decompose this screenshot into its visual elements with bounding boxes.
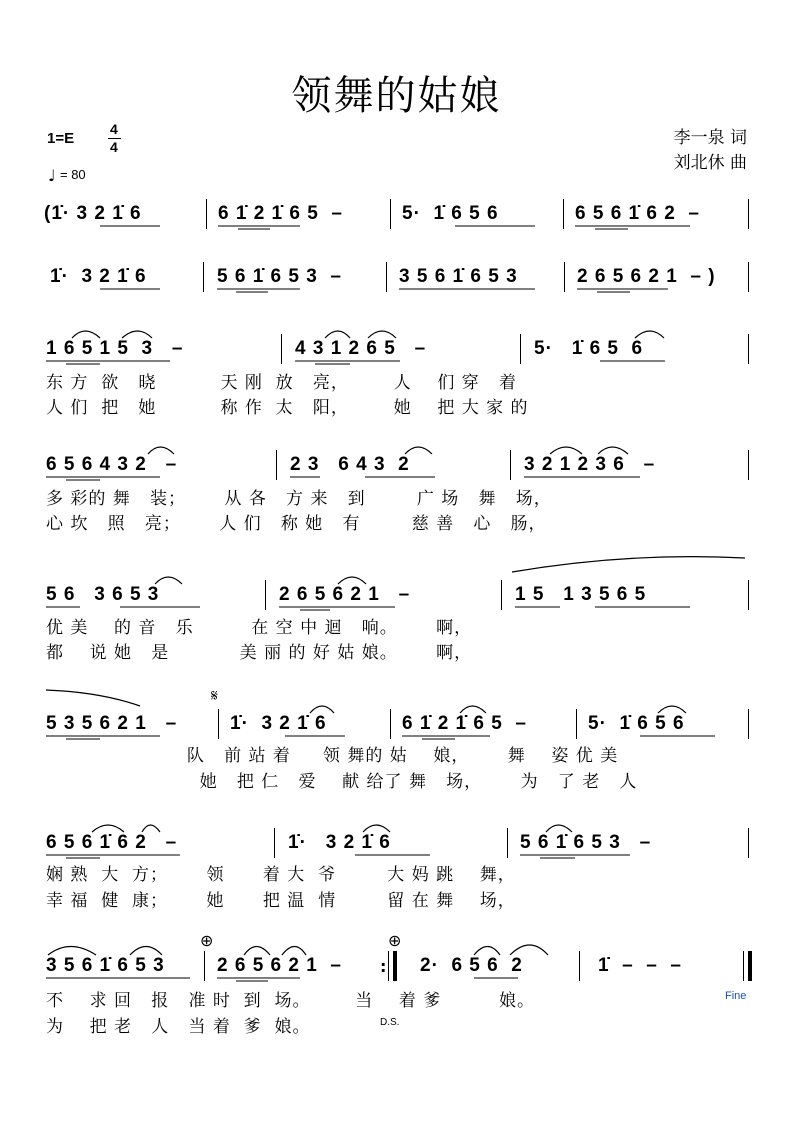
fine-mark: Fine — [725, 990, 747, 1002]
segno-icon: 𝄋 — [211, 686, 218, 705]
lyric-verse-1: 东 方 欲 晓 天 刚 放 亮， 人 们 穿 着 — [46, 373, 517, 393]
bar-6-2: 1̇· 3 2 1̇ 6 — [230, 713, 327, 734]
bar-8-3: 2· 6 5 6 2 — [420, 955, 523, 976]
bar-6-4: 5· 1̇ 6 5 6 — [588, 713, 685, 734]
song-title: 领舞的姑娘 — [291, 73, 502, 119]
lyricist-credit: 李一泉 词 — [673, 128, 747, 148]
coda-icon: ⊕ — [388, 931, 402, 950]
bar-3-3: 5· 1̇ 6 5 6 — [534, 338, 644, 359]
coda-icon: ⊕ — [200, 931, 214, 950]
lyric-verse-2: 都 说 她 是 美 丽 的 好 姑 娘。 啊， — [46, 643, 473, 663]
bar-8-2: 2 6 5 6 2 1 – — [217, 955, 342, 976]
time-signature-top: 4 — [110, 121, 118, 137]
lyric-verse-2: 幸 福 健 康； 她 把 温 情 留 在 舞 场， — [46, 891, 516, 911]
bar-5-1: 5 6 3 6 5 3 — [46, 584, 160, 605]
key-signature: 1=E — [47, 130, 75, 147]
lyric-verse-2: 她 把 仁 爱 献 给了 舞 场， 为 了 老 人 — [46, 772, 638, 792]
dal-segno-mark: D.S. — [380, 1017, 400, 1028]
lyric-verse-1: 多 彩的 舞 装； 从 各 方 来 到 广 场 舞 场， — [46, 489, 552, 509]
bar-2-1: 1̇· 3 2 1̇ 6 — [50, 266, 147, 287]
repeat-dots-icon: : — [380, 957, 387, 976]
tempo-mark: = 80 — [60, 167, 86, 182]
bar-4-1: 6 5 6 4 3 2 – — [46, 454, 178, 475]
bar-6-3: 6 1̇ 2 1̇ 6 5 – — [402, 713, 527, 734]
bar-3-2: 4 3 1 2 6 5 – — [295, 338, 427, 359]
bar-5-3: 1 5 1 3 5 6 5 — [515, 584, 647, 605]
lyric-verse-1: 娴 熟 大 方； 领 着 大 爷 大 妈 跳 舞， — [46, 865, 516, 885]
bar-4-2: 2 3 6 4 3 2 — [290, 454, 410, 475]
bar-5-2: 2 6 5 6 2 1 – — [279, 584, 411, 605]
bar-2-2: 5 6 1̇ 6 5 3 – — [217, 266, 342, 287]
time-signature-bottom: 4 — [110, 139, 118, 155]
bar-2-3: 3 5 6 1̇ 6 5 3 — [399, 266, 518, 287]
bar-3-1: 1 6 5 1 5 3 – — [46, 338, 184, 359]
lyric-verse-1: 队 前 站 着 领 舞的 姑 娘， 舞 姿 优 美 — [46, 746, 619, 766]
bar-6-1: 5 3 5 6 2 1 – — [46, 713, 178, 734]
composer-credit: 刘北休 曲 — [673, 153, 747, 173]
bar-1-1: (1̇· 3 2 1̇ 6 — [44, 203, 142, 224]
bar-1-4: 6 5 6 1̇ 6 2 – — [575, 203, 700, 224]
bar-1-2: 6 1̇ 2 1̇ 6 5 – — [218, 203, 343, 224]
bar-8-4: 1̇ – – – — [598, 955, 682, 976]
lyric-verse-2: 人 们 把 她 称 作 太 阳， 她 把 大 家 的 — [46, 398, 529, 418]
bar-7-3: 5 6 1̇ 6 5 3 – — [520, 832, 652, 853]
bar-8-1: 3 5 6 1̇ 6 5 3 — [46, 955, 165, 976]
lyric-verse-2: 为 把 老 人 当 着 爹 娘。 — [46, 1017, 311, 1037]
bar-7-1: 6 5 6 1̇ 6 2 – — [46, 832, 178, 853]
bar-4-3: 3 2 1 2 3 6 – — [524, 454, 656, 475]
lyric-verse-1: 不 求 回 报 准 时 到 场。 当 着 爹 娘。 — [46, 991, 535, 1011]
bar-2-4: 2 6 5 6 2 1 – ) — [577, 266, 716, 287]
bar-7-2: 1̇· 3 2 1̇ 6 — [288, 832, 391, 853]
lyric-verse-1: 优 美 的 音 乐 在 空 中 迴 响。 啊， — [46, 618, 473, 638]
lyric-verse-2: 心 坎 照 亮； 人 们 称 她 有 慈 善 心 肠， — [46, 514, 547, 534]
quarter-note-icon: ♩ — [48, 166, 56, 185]
bar-1-3: 5· 1̇ 6 5 6 — [402, 203, 499, 224]
